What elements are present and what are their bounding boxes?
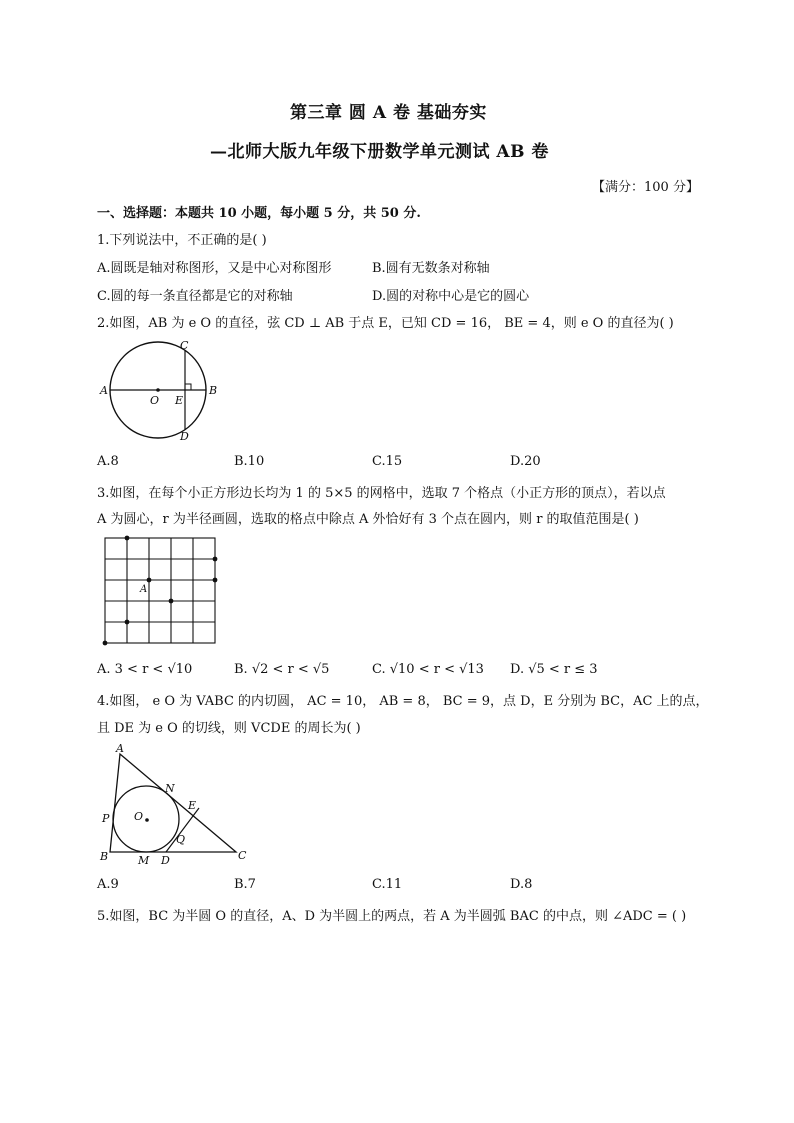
q1-option-d: D.圆的对称中心是它的圆心: [372, 289, 530, 304]
q4-label-p: P: [102, 812, 110, 825]
q4-option-a: A.9: [97, 877, 119, 892]
q2-label-d: D: [180, 430, 189, 443]
q4-stem-line1: 4.如图， e O 为 VABC 的内切圆， AC = 10， AB = 8， BC = 9，点 D，E 分别为 BC，AC 上的点，: [97, 694, 709, 709]
q2-label-o: O: [150, 394, 160, 407]
q4-center-dot: [145, 818, 149, 822]
q3-point: [213, 557, 218, 562]
full-score: 【满分：100 分】: [592, 180, 699, 195]
q1-option-b: B.圆有无数条对称轴: [372, 261, 490, 276]
q2-option-b: B.10: [234, 454, 265, 469]
q2-option-c: C.15: [372, 454, 403, 469]
q1-option-c: C.圆的每一条直径都是它的对称轴: [97, 289, 293, 304]
q1-stem: 1.下列说法中，不正确的是( ): [97, 233, 267, 248]
q3-label-a: A: [140, 584, 148, 595]
q2-label-e: E: [175, 394, 184, 407]
q4-option-b: B.7: [234, 877, 256, 892]
page-subtitle: —北师大版九年级下册数学单元测试 AB 卷: [210, 142, 549, 162]
section-heading: 一、选择题：本题共 10 小题，每小题 5 分，共 50 分.: [97, 206, 421, 221]
q4-incircle-figure: [96, 742, 256, 868]
q2-label-c: C: [180, 339, 189, 352]
q2-option-a: A.8: [97, 454, 119, 469]
q3-stem-line2: A 为圆心，r 为半径画圆，选取的格点中除点 A 外恰好有 3 个点在圆内，则 r 的取值范围是( ): [97, 512, 639, 527]
q2-right-angle-mark: [185, 384, 191, 390]
q4-label-n: N: [165, 782, 175, 795]
q4-label-m: M: [138, 854, 150, 867]
q2-stem: 2.如图，AB 为 e O 的直径，弦 CD ⊥ AB 于点 E，已知 CD = 16， BE = 4，则 e O 的直径为( ): [97, 316, 674, 331]
q3-grid-figure: [100, 533, 220, 649]
q2-label-b: B: [209, 384, 218, 397]
q1-option-a: A.圆既是轴对称图形，又是中心对称图形: [97, 261, 332, 276]
q3-option-c: C. √10 < r < √13: [372, 662, 484, 677]
q4-label-o: O: [134, 810, 144, 823]
q4-option-d: D.8: [510, 877, 533, 892]
q4-option-c: C.11: [372, 877, 403, 892]
q3-stem-line1: 3.如图，在每个小正方形边长均为 1 的 5×5 的网格中，选取 7 个格点（小正方形的顶点），若以点: [97, 486, 666, 501]
q3-lattice-points: [103, 536, 218, 646]
q3-option-b: B. √2 < r < √5: [234, 662, 330, 677]
q3-point: [213, 578, 218, 583]
q2-circle-figure: [96, 336, 226, 444]
q4-label-c: C: [238, 849, 247, 862]
q3-option-d: D. √5 < r ≤ 3: [510, 662, 598, 677]
q4-stem-line2: 且 DE 为 e O 的切线，则 VCDE 的周长为( ): [97, 721, 361, 736]
q3-point: [169, 599, 174, 604]
q3-point: [125, 536, 130, 541]
q4-label-d: D: [161, 854, 170, 867]
q2-option-d: D.20: [510, 454, 541, 469]
q4-label-a: A: [116, 742, 124, 755]
q3-grid: [105, 538, 215, 643]
q4-label-q: Q: [176, 833, 186, 846]
q4-label-e: E: [188, 799, 197, 812]
page-title: 第三章 圆 A 卷 基础夯实: [290, 103, 487, 123]
q4-label-b: B: [100, 850, 109, 863]
q2-label-a: A: [100, 384, 108, 397]
q2-center-dot: [156, 388, 160, 392]
q3-point: [125, 620, 130, 625]
q5-stem: 5.如图，BC 为半圆 O 的直径，A、D 为半圆上的两点，若 A 为半圆弧 BAC 的中点，则 ∠ADC = ( ): [97, 909, 687, 924]
q3-point-a: [147, 578, 152, 583]
q3-point: [103, 641, 108, 646]
q3-option-a: A. 3 < r < √10: [97, 662, 193, 677]
